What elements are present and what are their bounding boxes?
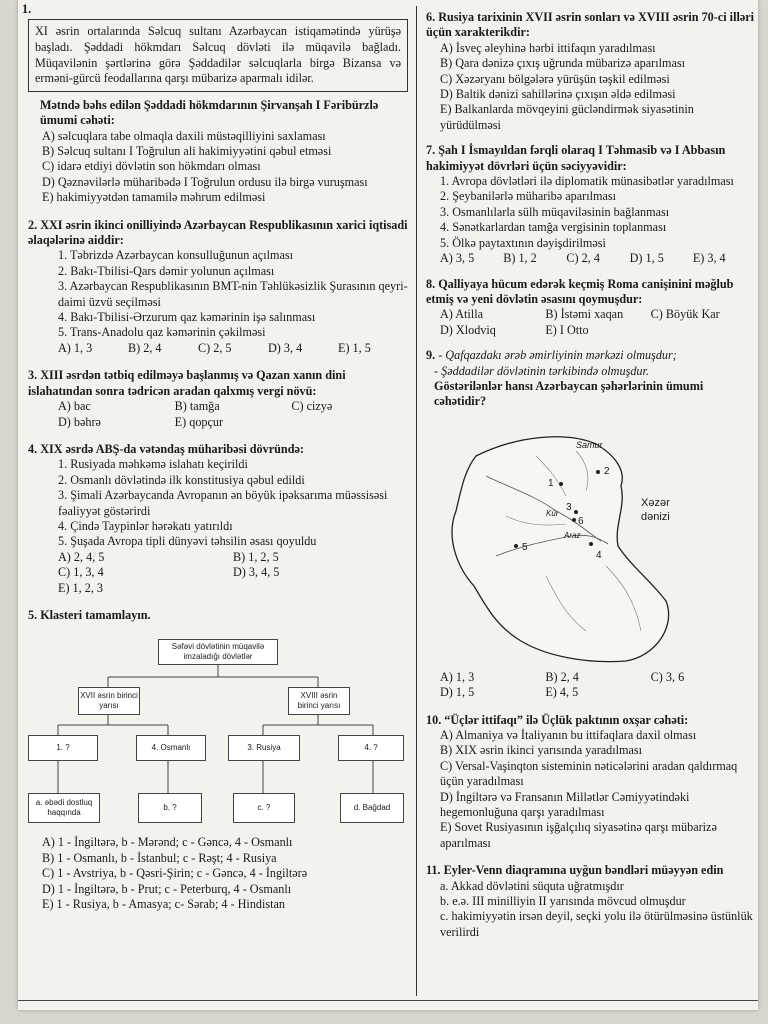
question-7-item: 3. Osmanlılarla sülh müqaviləsinin bağlanması (440, 204, 670, 219)
answer-option[interactable]: A) 3, 5 (440, 251, 475, 266)
question-9-answers-row1 (440, 670, 756, 685)
question-5 (28, 608, 408, 912)
question-2-answers (58, 341, 408, 356)
answer-option[interactable]: E) 4, 5 (545, 685, 579, 700)
cluster-leaf-d: d. Bağdad (340, 793, 404, 823)
map-label-araz: Araz (564, 530, 581, 540)
cluster-node-rusiya: 3. Rusiya (228, 735, 300, 761)
exam-page (18, 0, 758, 1010)
question-11 (426, 863, 756, 940)
question-1-number: 1. (22, 2, 32, 16)
answer-option[interactable]: C) Böyük Kar (650, 307, 720, 322)
answer-option[interactable]: A) bac (58, 399, 91, 414)
map-marker-5: 5 (522, 541, 528, 553)
answer-option[interactable]: A) Atilla (440, 307, 483, 322)
question-4-item: 5. Şuşada Avropa tipli dünyəvi təhsilin əsası qoyuldu (58, 534, 317, 549)
question-3-answers-row1 (58, 399, 408, 414)
map-marker-6: 6 (578, 515, 584, 527)
question-10-option[interactable]: D) İngiltərə və Fransanın Millətlər Cəmiyyətindəki hegemonluğuna qarşı yaradılması (440, 789, 690, 819)
cluster-node-4: 4. ? (338, 735, 404, 761)
answer-option[interactable]: E) 3, 4 (692, 251, 726, 266)
answer-option[interactable]: A) 1, 3 (440, 669, 475, 684)
question-9-line2: - Şəddadilər dövlətinin tərkibində olmuşdur. (434, 363, 649, 378)
question-1-option[interactable]: E) hakimiyyətdən tamamilə məhrum edilməsi (42, 190, 266, 205)
question-3-title: 3. XIII əsrdən tətbiq edilməyə başlanmış və Qazan xanın dini islahatından sonra tədricən aradan qalxmış vergi növü: (28, 368, 346, 398)
answer-option[interactable]: C) 3, 6 (650, 669, 685, 684)
question-2-item: 2. Bakı-Tbilisi-Qars dəmir yolunun açılması (58, 263, 275, 278)
right-column (426, 10, 756, 947)
map-label-samur: Samur (576, 439, 603, 450)
answer-option[interactable]: A) 1, 3 (58, 340, 93, 355)
question-5-title: 5. Klasteri tamamlayın. (28, 607, 151, 622)
map-label-sea: Xəzər (641, 496, 670, 509)
cluster-node-osmanli: 4. Osmanlı (136, 735, 206, 761)
answer-option[interactable]: B) 1, 2, 5 (233, 549, 279, 564)
question-8-answers-row1 (440, 307, 756, 322)
answer-option[interactable]: E) 1, 5 (338, 340, 371, 355)
answer-option[interactable]: D) 1, 5 (629, 251, 664, 266)
question-1-option[interactable]: B) Səlcuq sultanı I Toğrulun ali hakimiyyətini qəbul etməsi (42, 144, 332, 158)
answer-option[interactable]: B) İstəmi xaqan (545, 307, 624, 322)
question-4-item: 2. Osmanlı dövlətində ilk konstitusiya qəbul edildi (58, 472, 305, 487)
question-2-item: 4. Bakı-Tbilisi-Ərzurum qaz kəmərinin işə salınması (58, 310, 316, 325)
answer-option[interactable]: C) 2, 5 (198, 340, 232, 355)
map-label-kur: Kür (546, 508, 559, 518)
cluster-diagram (28, 629, 408, 839)
question-6-option[interactable]: C) Xəzəryanı bölgələrə yürüşün təşkil edilməsi (440, 71, 670, 86)
question-10-option[interactable]: E) Sovet Rusiyasının işğalçılıq siyasətinə qarşı mübarizə aparılması (440, 820, 717, 850)
question-2-item: 5. Trans-Anadolu qaz kəmərinin çəkilməsi (58, 325, 266, 340)
map-label-sea-2: dənizi (641, 510, 670, 523)
cluster-right-period: XVIII əsrin birinci yarısı (288, 687, 350, 715)
question-6-option[interactable]: B) Qara dənizə çıxış uğrunda mübarizə aparılması (440, 56, 686, 71)
question-7-answers (440, 251, 756, 266)
answer-option[interactable]: D) 3, 4, 5 (233, 565, 280, 580)
question-11-item: c. hakimiyyətin irsən deyil, seçki yolu ilə ötürülməsinə üstünlük verilirdi (440, 909, 753, 939)
question-10-option[interactable]: C) Versal-Vaşinqton sisteminin nəticələrini aradan qaldırmaq üçün yaradılması (440, 758, 738, 789)
map-marker-1: 1 (548, 477, 554, 489)
question-5-option[interactable]: B) 1 - Osmanlı, b - İstanbul; c - Rəşt; 4 - Rusiya (42, 850, 277, 865)
question-9 (426, 348, 756, 700)
question-1-text-box: XI əsrin ortalarında Səlcuq sultanı Azərbaycan istiqamətində yürüşə başladı. Şəddadi hökmdarı Səlcuq dövləti ilə müqavilə bağladı. Müqavilənin şərtlərinə görə Şəddadilər səlcuqlarla birgə Bizansa və erməni-gürcü feodallarına qarşı mübarizə aparmalı idilər. (28, 19, 408, 91)
question-6 (426, 10, 756, 133)
question-7-item: 2. Şeybanilərlə müharibə aparılması (440, 189, 616, 204)
map-marker-3: 3 (566, 501, 572, 513)
question-7-item: 5. Ölkə paytaxtının dəyişdirilməsi (440, 235, 606, 250)
answer-option[interactable]: D) 3, 4 (268, 340, 303, 355)
answer-option[interactable]: E) I Otto (545, 322, 589, 337)
map-marker-4: 4 (596, 549, 602, 561)
question-8-title: 8. Qalliyaya hücum edərək keçmiş Roma canişinini məğlub etmiş və yeni dövlətin əsasını qoymuşdur: (426, 276, 734, 306)
answer-option[interactable]: A) 2, 4, 5 (58, 549, 105, 564)
azerbaijan-map (426, 416, 756, 666)
question-10 (426, 713, 756, 852)
question-10-option[interactable]: B) XIX əsrin ikinci yarısında yaradılması (440, 743, 643, 758)
question-7-title: 7. Şah I İsmayıldan fərqli olaraq I Təhmasib və I Abbasın hakimiyyət dövrləri üçün səciyyəvidir: (426, 143, 726, 173)
question-4 (28, 442, 408, 596)
question-4-title: 4. XIX əsrdə ABŞ-da vətəndaş müharibəsi dövründə: (28, 441, 304, 456)
question-2-item: 3. Azərbaycan Respublikasının BMT-nin Təhlükəsizlik Şurasının qeyri-daimi üzvü seçilməsi (58, 279, 408, 309)
question-3 (28, 368, 408, 430)
question-2-item: 1. Təbrizdə Azərbaycan konsulluğunun açılması (58, 248, 293, 263)
question-4-item: 1. Rusiyada məhkəmə islahatı keçirildi (58, 457, 248, 472)
question-1-title: Mətndə bəhs edilən Şəddadi hökmdarının Şirvanşah I Fəribürzlə ümumi cəhəti: (40, 97, 379, 128)
answer-option[interactable]: E) qopçur (174, 414, 224, 429)
cluster-node-1: 1. ? (28, 735, 98, 761)
answer-option[interactable]: D) bəhrə (58, 414, 101, 429)
cluster-leaf-a: a. əbədi dostluq haqqında (28, 793, 100, 823)
cluster-left-period: XVII əsrin birinci yarısı (78, 687, 140, 715)
question-6-option[interactable]: D) Baltik dənizi sahillərinə çıxışın əldə edilməsi (440, 87, 676, 102)
column-divider (416, 6, 417, 996)
question-7-item: 1. Avropa dövlətləri ilə diplomatik münasibətlər yaradılması (440, 174, 734, 189)
question-6-option[interactable]: E) Balkanlarda mövqeyini gücləndirmək siyasətinin yürüdülməsi (440, 102, 694, 132)
question-3-answers-row2 (58, 415, 408, 430)
answer-option[interactable]: D) 1, 5 (440, 685, 475, 700)
question-1-option[interactable]: D) Qəznəvilərlə müharibədə I Toğrulun ordusu ilə birgə vuruşması (42, 174, 368, 189)
answer-option[interactable]: C) 1, 3, 4 (58, 565, 104, 580)
answer-option[interactable]: B) 2, 4 (128, 340, 162, 355)
question-7 (426, 143, 756, 266)
answer-option[interactable]: B) tamğa (174, 399, 220, 414)
question-4-answers-row1 (58, 550, 408, 565)
map-outline (426, 416, 756, 666)
question-9-number: 9. (426, 348, 436, 363)
answer-option[interactable]: E) 1, 2, 3 (58, 580, 104, 595)
question-8 (426, 277, 756, 339)
question-11-item: a. Akkad dövlətini süquta uğratmışdır (440, 878, 624, 893)
question-10-title: 10. “Üçlər ittifaqı” ilə Üçlük paktının oxşar cəhəti: (426, 712, 689, 727)
answer-option[interactable]: C) cizyə (291, 399, 333, 414)
cluster-leaf-c: c. ? (233, 793, 295, 823)
question-4-item: 4. Çində Taypinlər hərəkatı yatırıldı (58, 518, 233, 533)
question-7-item: 4. Sənətkarlardan tamğa vergisinin toplanması (440, 220, 667, 235)
answer-option[interactable]: B) 1, 2 (503, 251, 537, 266)
question-11-item: b. e.ə. III minilliyin II yarısında mövcud olmuşdur (440, 894, 686, 909)
question-9-title: Göstərilənlər hansı Azərbaycan şəhərlərinin ümumi cəhətidir? (434, 378, 704, 409)
cluster-root: Səfəvi dövlətinin müqavilə imzaladığı dövlətlər (158, 639, 278, 665)
question-4-answers-row3 (58, 581, 408, 596)
question-1-option[interactable]: A) səlcuqlara tabe olmaqla daxili müstəqilliyini saxlaması (42, 128, 326, 143)
question-5-option[interactable]: A) 1 - İngiltərə, b - Mərənd; c - Gəncə, 4 - Osmanlı (42, 835, 293, 850)
answer-option[interactable]: B) 2, 4 (545, 669, 579, 684)
question-4-answers-row2 (58, 565, 408, 580)
question-2 (28, 218, 408, 357)
question-8-answers-row2 (440, 323, 756, 338)
question-4-item: 3. Şimali Azərbaycanda Avropanın ən böyük ipəksarıma müəssisəsi fəaliyyət göstərirdi (58, 488, 388, 518)
question-5-option[interactable]: E) 1 - Rusiya, b - Amasya; c- Sərab; 4 - Hindistan (42, 897, 286, 911)
question-6-title: 6. Rusiya tarixinin XVII əsrin sonları və XVIII əsrin 70-ci illəri üçün xarakterikdir: (426, 10, 755, 40)
question-9-line1: - Qafqazdakı ərəb əmirliyinin mərkəzi olmuşdur; (438, 348, 677, 363)
question-5-option[interactable]: C) 1 - Avstriya, b - Qəsri-Şirin; c - Gəncə, 4 - İngiltərə (42, 866, 308, 881)
question-2-title: 2. XXI əsrin ikinci onilliyində Azərbaycan Respublikasının xarici iqtisadi əlaqələrinə aiddir: (28, 217, 408, 248)
answer-option[interactable]: D) Xlodviq (440, 322, 496, 337)
cluster-leaf-b: b. ? (138, 793, 202, 823)
page-bottom-rule (18, 1000, 758, 1001)
left-column (22, 2, 408, 919)
question-1 (22, 2, 408, 206)
question-11-title: 11. Eyler-Venn diaqramına uyğun bəndləri müəyyən edin (426, 863, 724, 878)
question-5-option[interactable]: D) 1 - İngiltərə, b - Prut; c - Peterburq, 4 - Osmanlı (42, 881, 292, 896)
question-1-option[interactable]: C) idarə etdiyi dövlətin son hökmdarı olması (42, 159, 261, 174)
question-9-answers-row2 (440, 685, 756, 700)
answer-option[interactable]: C) 2, 4 (566, 251, 600, 266)
question-10-option[interactable]: A) Almaniya və İtaliyanın bu ittifaqlara daxil olması (440, 727, 697, 742)
question-6-option[interactable]: A) İsveç əleyhinə hərbi ittifaqın yaradılması (440, 40, 656, 55)
map-marker-2: 2 (604, 465, 610, 477)
